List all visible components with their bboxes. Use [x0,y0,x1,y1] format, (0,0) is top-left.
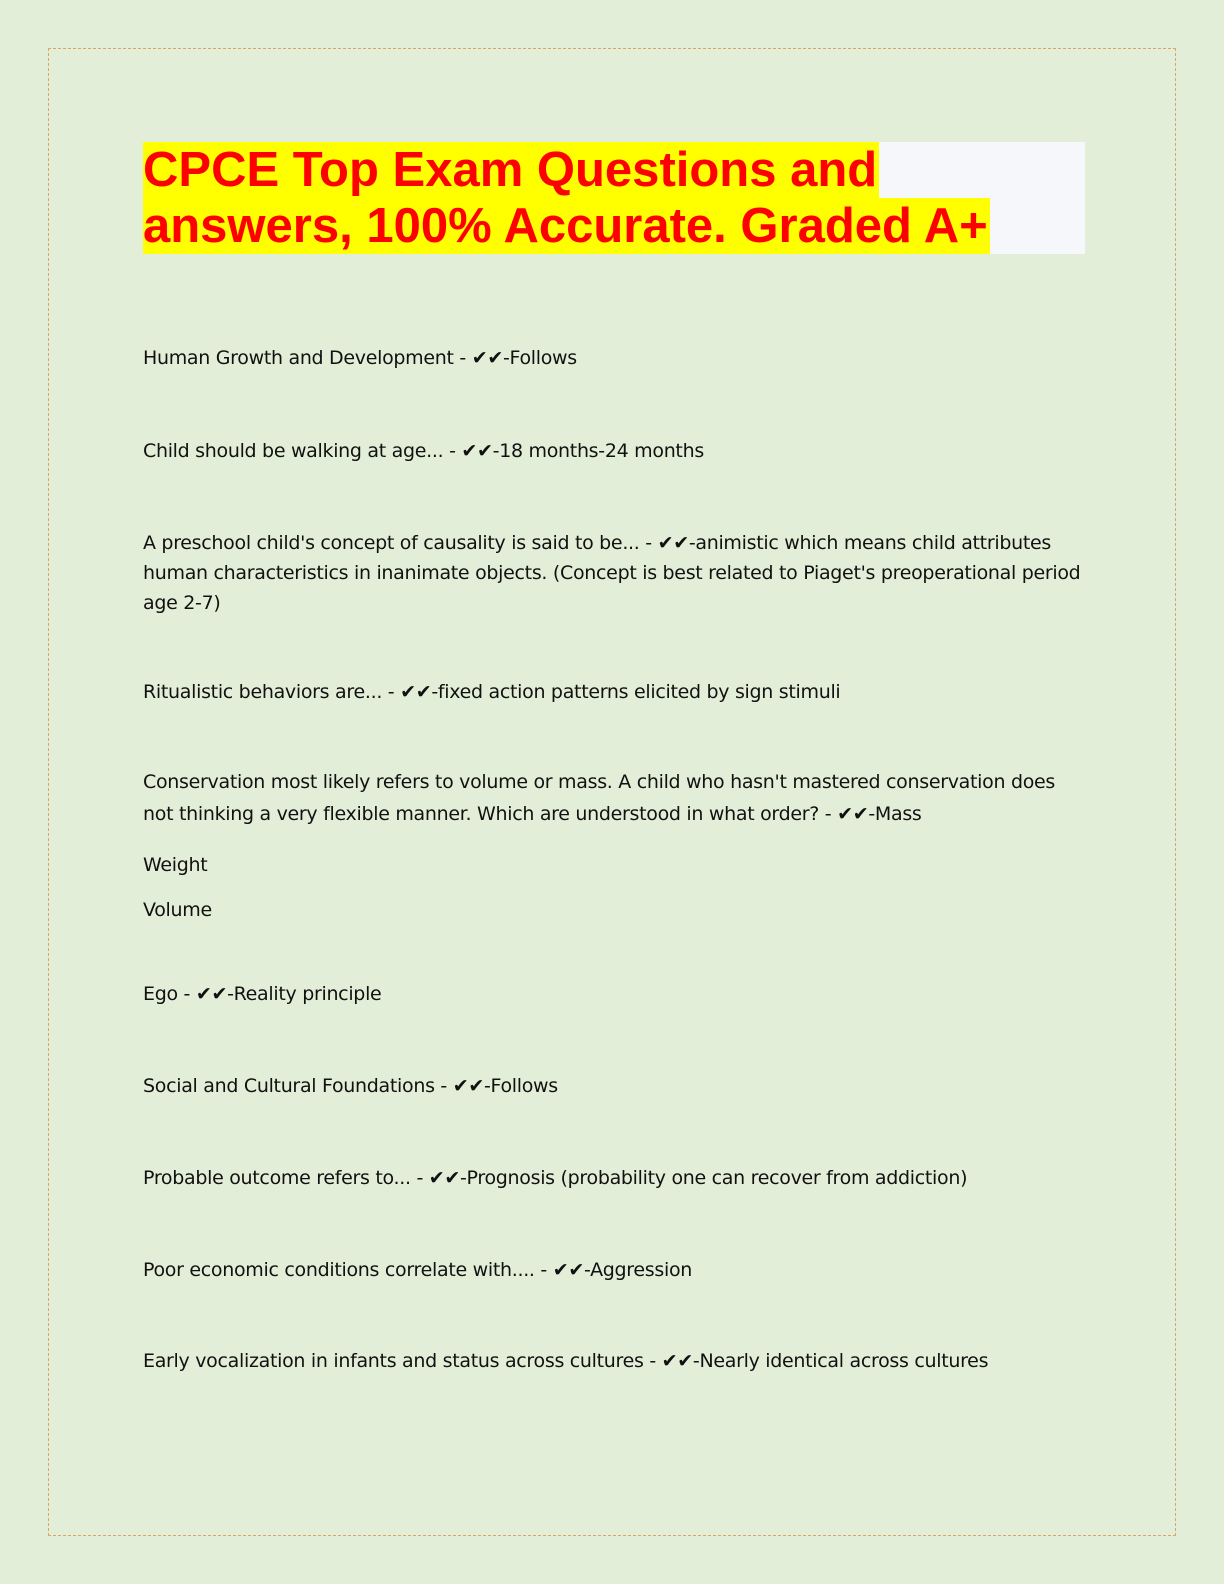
qa-item: Ritualistic behaviors are... - ✔✔-fixed action patterns elicited by sign stimuli [143,681,841,703]
qa-item: Human Growth and Development - ✔✔-Follows [143,347,577,369]
qa-item: Conservation most likely refers to volume or mass. A child who hasn't mastered conservation does not thinking a very flexible manner. Which are understood in what order? - ✔✔-Mass [143,771,1056,825]
qa-item: Early vocalization in infants and status across cultures - ✔✔-Nearly identical across cultures [143,1350,989,1372]
document-title-line-1: CPCE Top Exam Questions and [143,143,878,197]
qa-item: Child should be walking at age... - ✔✔-18 months-24 months [143,440,704,462]
qa-item-continuation: Weight [143,854,208,876]
qa-item: Social and Cultural Foundations - ✔✔-Follows [143,1075,558,1097]
qa-item: Ego - ✔✔-Reality principle [143,983,382,1005]
qa-item-continuation: Volume [143,899,212,921]
document-title-line-2: answers, 100% Accurate. Graded A+ [143,199,988,253]
qa-item: Poor economic conditions correlate with.... - ✔✔-Aggression [143,1259,693,1281]
qa-item: Probable outcome refers to... - ✔✔-Prognosis (probability one can recover from addiction) [143,1167,968,1189]
qa-item: A preschool child's concept of causality is said to be... - ✔✔-animistic which means child attributes human characteristics in inanimate objects. (Concept is best related to Piaget's preoperational period age 2-7) [143,532,1081,614]
